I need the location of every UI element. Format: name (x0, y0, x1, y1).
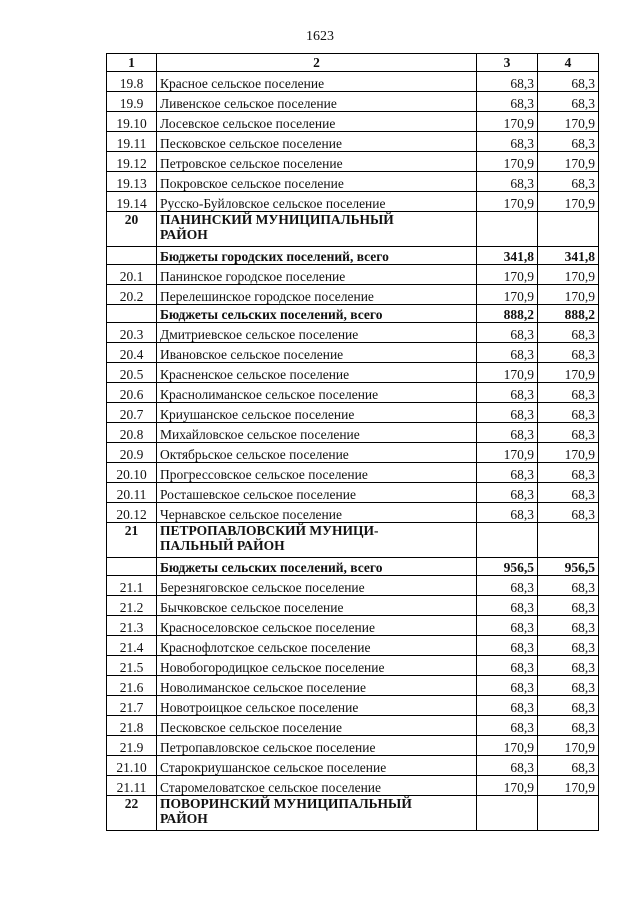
value-col-4: 170,9 (538, 776, 599, 796)
row-number: 21.4 (107, 636, 157, 656)
value-col-4: 170,9 (538, 443, 599, 463)
row-number: 20.1 (107, 265, 157, 285)
value-col-4: 68,3 (538, 636, 599, 656)
table-row (107, 363, 599, 383)
subtotal-row (107, 558, 599, 576)
header-col-1: 1 (107, 54, 157, 72)
value-col-3: 68,3 (477, 92, 538, 112)
row-number: 20.4 (107, 343, 157, 363)
row-number: 20.10 (107, 463, 157, 483)
table-row (107, 596, 599, 616)
table-row (107, 576, 599, 596)
value-col-3: 68,3 (477, 656, 538, 676)
value-col-4: 68,3 (538, 483, 599, 503)
value-col-3: 68,3 (477, 616, 538, 636)
table-row (107, 616, 599, 636)
district-row (107, 212, 599, 247)
value-col-4: 170,9 (538, 736, 599, 756)
settlement-name: Петровское сельское поселение (157, 152, 477, 172)
value-col-3: 170,9 (477, 152, 538, 172)
settlement-name: Панинское городское поселение (157, 265, 477, 285)
table-row (107, 383, 599, 403)
row-number: 20.9 (107, 443, 157, 463)
value-col-3: 170,9 (477, 112, 538, 132)
header-col-2: 2 (157, 54, 477, 72)
value-col-4: 68,3 (538, 403, 599, 423)
value-col-3 (477, 212, 538, 247)
district-name-line1: ПОВОРИНСКИЙ МУНИЦИПАЛЬНЫЙ (160, 796, 412, 811)
value-col-4: 68,3 (538, 343, 599, 363)
value-col-4: 68,3 (538, 72, 599, 92)
row-number: 20 (107, 212, 157, 247)
subtotal-row (107, 247, 599, 265)
value-col-3: 68,3 (477, 483, 538, 503)
value-col-3: 170,9 (477, 736, 538, 756)
row-number: 20.6 (107, 383, 157, 403)
value-col-3: 170,9 (477, 192, 538, 212)
value-col-3: 68,3 (477, 343, 538, 363)
table-row (107, 152, 599, 172)
value-col-3: 170,9 (477, 776, 538, 796)
district-name-line1: ПЕТРОПАВЛОВСКИЙ МУНИЦИ- (160, 523, 379, 538)
row-number (107, 305, 157, 323)
subtotal-label: Бюджеты сельских поселений, всего (157, 558, 477, 576)
district-name-line2: ПАЛЬНЫЙ РАЙОН (160, 538, 285, 553)
value-col-3: 68,3 (477, 756, 538, 776)
value-col-4: 68,3 (538, 463, 599, 483)
district-name-line1: ПАНИНСКИЙ МУНИЦИПАЛЬНЫЙ (160, 212, 394, 227)
row-number: 19.8 (107, 72, 157, 92)
settlement-name: Новотроицкое сельское поселение (157, 696, 477, 716)
row-number: 21.2 (107, 596, 157, 616)
settlement-name: Песковское сельское поселение (157, 132, 477, 152)
table-row (107, 503, 599, 523)
value-col-3: 68,3 (477, 696, 538, 716)
subtotal-row (107, 305, 599, 323)
row-number: 19.9 (107, 92, 157, 112)
settlement-name: Росташевское сельское поселение (157, 483, 477, 503)
table-header-row (107, 54, 599, 72)
settlement-name: Краснофлотское сельское поселение (157, 636, 477, 656)
value-col-3: 68,3 (477, 676, 538, 696)
value-col-4: 170,9 (538, 285, 599, 305)
value-col-3: 170,9 (477, 285, 538, 305)
value-col-4: 68,3 (538, 503, 599, 523)
page-number: 1623 (306, 29, 334, 44)
value-col-4: 68,3 (538, 596, 599, 616)
value-col-4 (538, 212, 599, 247)
table-row (107, 265, 599, 285)
row-number: 21.10 (107, 756, 157, 776)
value-col-4 (538, 523, 599, 558)
table-row (107, 776, 599, 796)
value-col-4: 68,3 (538, 676, 599, 696)
district-name (157, 212, 477, 247)
settlement-name: Песковское сельское поселение (157, 716, 477, 736)
district-row (107, 523, 599, 558)
value-col-3 (477, 796, 538, 831)
table-row (107, 172, 599, 192)
row-number: 21.9 (107, 736, 157, 756)
settlement-name: Ливенское сельское поселение (157, 92, 477, 112)
value-col-4: 170,9 (538, 152, 599, 172)
settlement-name: Старомеловатское сельское поселение (157, 776, 477, 796)
value-col-4: 68,3 (538, 616, 599, 636)
row-number: 19.13 (107, 172, 157, 192)
table-row (107, 285, 599, 305)
district-name-line2: РАЙОН (160, 811, 208, 826)
settlement-name: Красненское сельское поселение (157, 363, 477, 383)
row-number: 21 (107, 523, 157, 558)
value-col-3: 170,9 (477, 265, 538, 285)
table-body (107, 72, 599, 831)
value-col-3: 68,3 (477, 716, 538, 736)
value-col-4: 68,3 (538, 756, 599, 776)
value-col-4 (538, 796, 599, 831)
row-number (107, 247, 157, 265)
settlement-name: Октябрьское сельское поселение (157, 443, 477, 463)
settlement-name: Лосевское сельское поселение (157, 112, 477, 132)
district-name (157, 523, 477, 558)
settlement-name: Перелешинское городское поселение (157, 285, 477, 305)
district-name-line2: РАЙОН (160, 227, 208, 242)
value-col-3: 170,9 (477, 443, 538, 463)
value-col-3: 956,5 (477, 558, 538, 576)
row-number: 20.2 (107, 285, 157, 305)
row-number: 21.5 (107, 656, 157, 676)
table-row (107, 483, 599, 503)
value-col-3: 68,3 (477, 323, 538, 343)
value-col-4: 170,9 (538, 363, 599, 383)
table-row (107, 656, 599, 676)
table-row (107, 72, 599, 92)
district-row (107, 796, 599, 831)
settlement-name: Ивановское сельское поселение (157, 343, 477, 363)
row-number: 20.5 (107, 363, 157, 383)
row-number: 20.7 (107, 403, 157, 423)
row-number: 20.8 (107, 423, 157, 443)
value-col-4: 68,3 (538, 132, 599, 152)
table-row (107, 636, 599, 656)
value-col-4: 68,3 (538, 576, 599, 596)
table-row (107, 676, 599, 696)
row-number: 19.14 (107, 192, 157, 212)
settlement-name: Прогрессовское сельское поселение (157, 463, 477, 483)
table-row (107, 696, 599, 716)
row-number: 21.8 (107, 716, 157, 736)
table-row (107, 716, 599, 736)
value-col-3: 68,3 (477, 383, 538, 403)
table-row (107, 443, 599, 463)
settlement-name: Краснолиманское сельское поселение (157, 383, 477, 403)
value-col-3: 68,3 (477, 576, 538, 596)
row-number: 20.3 (107, 323, 157, 343)
value-col-3: 888,2 (477, 305, 538, 323)
row-number: 22 (107, 796, 157, 831)
value-col-4: 170,9 (538, 112, 599, 132)
row-number: 21.1 (107, 576, 157, 596)
settlement-name: Красноселовское сельское поселение (157, 616, 477, 636)
subtotal-label: Бюджеты сельских поселений, всего (157, 305, 477, 323)
value-col-4: 170,9 (538, 192, 599, 212)
row-number: 19.11 (107, 132, 157, 152)
settlement-name: Новолиманское сельское поселение (157, 676, 477, 696)
row-number: 21.11 (107, 776, 157, 796)
row-number (107, 558, 157, 576)
settlement-name: Покровское сельское поселение (157, 172, 477, 192)
settlement-name: Петропавловское сельское поселение (157, 736, 477, 756)
value-col-4: 68,3 (538, 696, 599, 716)
value-col-3: 68,3 (477, 423, 538, 443)
table-row (107, 132, 599, 152)
value-col-4: 170,9 (538, 265, 599, 285)
value-col-4: 68,3 (538, 383, 599, 403)
settlement-name: Дмитриевское сельское поселение (157, 323, 477, 343)
settlement-name: Михайловское сельское поселение (157, 423, 477, 443)
value-col-4: 68,3 (538, 172, 599, 192)
value-col-3: 68,3 (477, 172, 538, 192)
value-col-3: 68,3 (477, 503, 538, 523)
budget-table (106, 53, 599, 831)
table-row (107, 343, 599, 363)
settlement-name: Березняговское сельское поселение (157, 576, 477, 596)
table-row (107, 756, 599, 776)
value-col-4: 888,2 (538, 305, 599, 323)
value-col-3: 68,3 (477, 636, 538, 656)
value-col-4: 68,3 (538, 323, 599, 343)
row-number: 19.12 (107, 152, 157, 172)
value-col-4: 68,3 (538, 656, 599, 676)
settlement-name: Красное сельское поселение (157, 72, 477, 92)
table-row (107, 423, 599, 443)
settlement-name: Бычковское сельское поселение (157, 596, 477, 616)
table-row (107, 112, 599, 132)
row-number: 21.7 (107, 696, 157, 716)
value-col-3: 68,3 (477, 596, 538, 616)
value-col-3: 68,3 (477, 72, 538, 92)
table-row (107, 403, 599, 423)
settlement-name: Русско-Буйловское сельское поселение (157, 192, 477, 212)
value-col-4: 956,5 (538, 558, 599, 576)
value-col-4: 68,3 (538, 92, 599, 112)
value-col-3: 170,9 (477, 363, 538, 383)
table-row (107, 92, 599, 112)
table-row (107, 192, 599, 212)
value-col-3: 68,3 (477, 463, 538, 483)
header-col-3: 3 (477, 54, 538, 72)
settlement-name: Криушанское сельское поселение (157, 403, 477, 423)
table-row (107, 323, 599, 343)
row-number: 21.6 (107, 676, 157, 696)
settlement-name: Новобогородицкое сельское поселение (157, 656, 477, 676)
row-number: 21.3 (107, 616, 157, 636)
header-col-4: 4 (538, 54, 599, 72)
table-row (107, 463, 599, 483)
value-col-4: 341,8 (538, 247, 599, 265)
row-number: 20.11 (107, 483, 157, 503)
row-number: 20.12 (107, 503, 157, 523)
table-row (107, 736, 599, 756)
settlement-name: Старокриушанское сельское поселение (157, 756, 477, 776)
settlement-name: Чернавское сельское поселение (157, 503, 477, 523)
value-col-3: 68,3 (477, 403, 538, 423)
value-col-4: 68,3 (538, 423, 599, 443)
district-name (157, 796, 477, 831)
value-col-3: 68,3 (477, 132, 538, 152)
value-col-3: 341,8 (477, 247, 538, 265)
subtotal-label: Бюджеты городских поселений, всего (157, 247, 477, 265)
value-col-4: 68,3 (538, 716, 599, 736)
row-number: 19.10 (107, 112, 157, 132)
value-col-3 (477, 523, 538, 558)
